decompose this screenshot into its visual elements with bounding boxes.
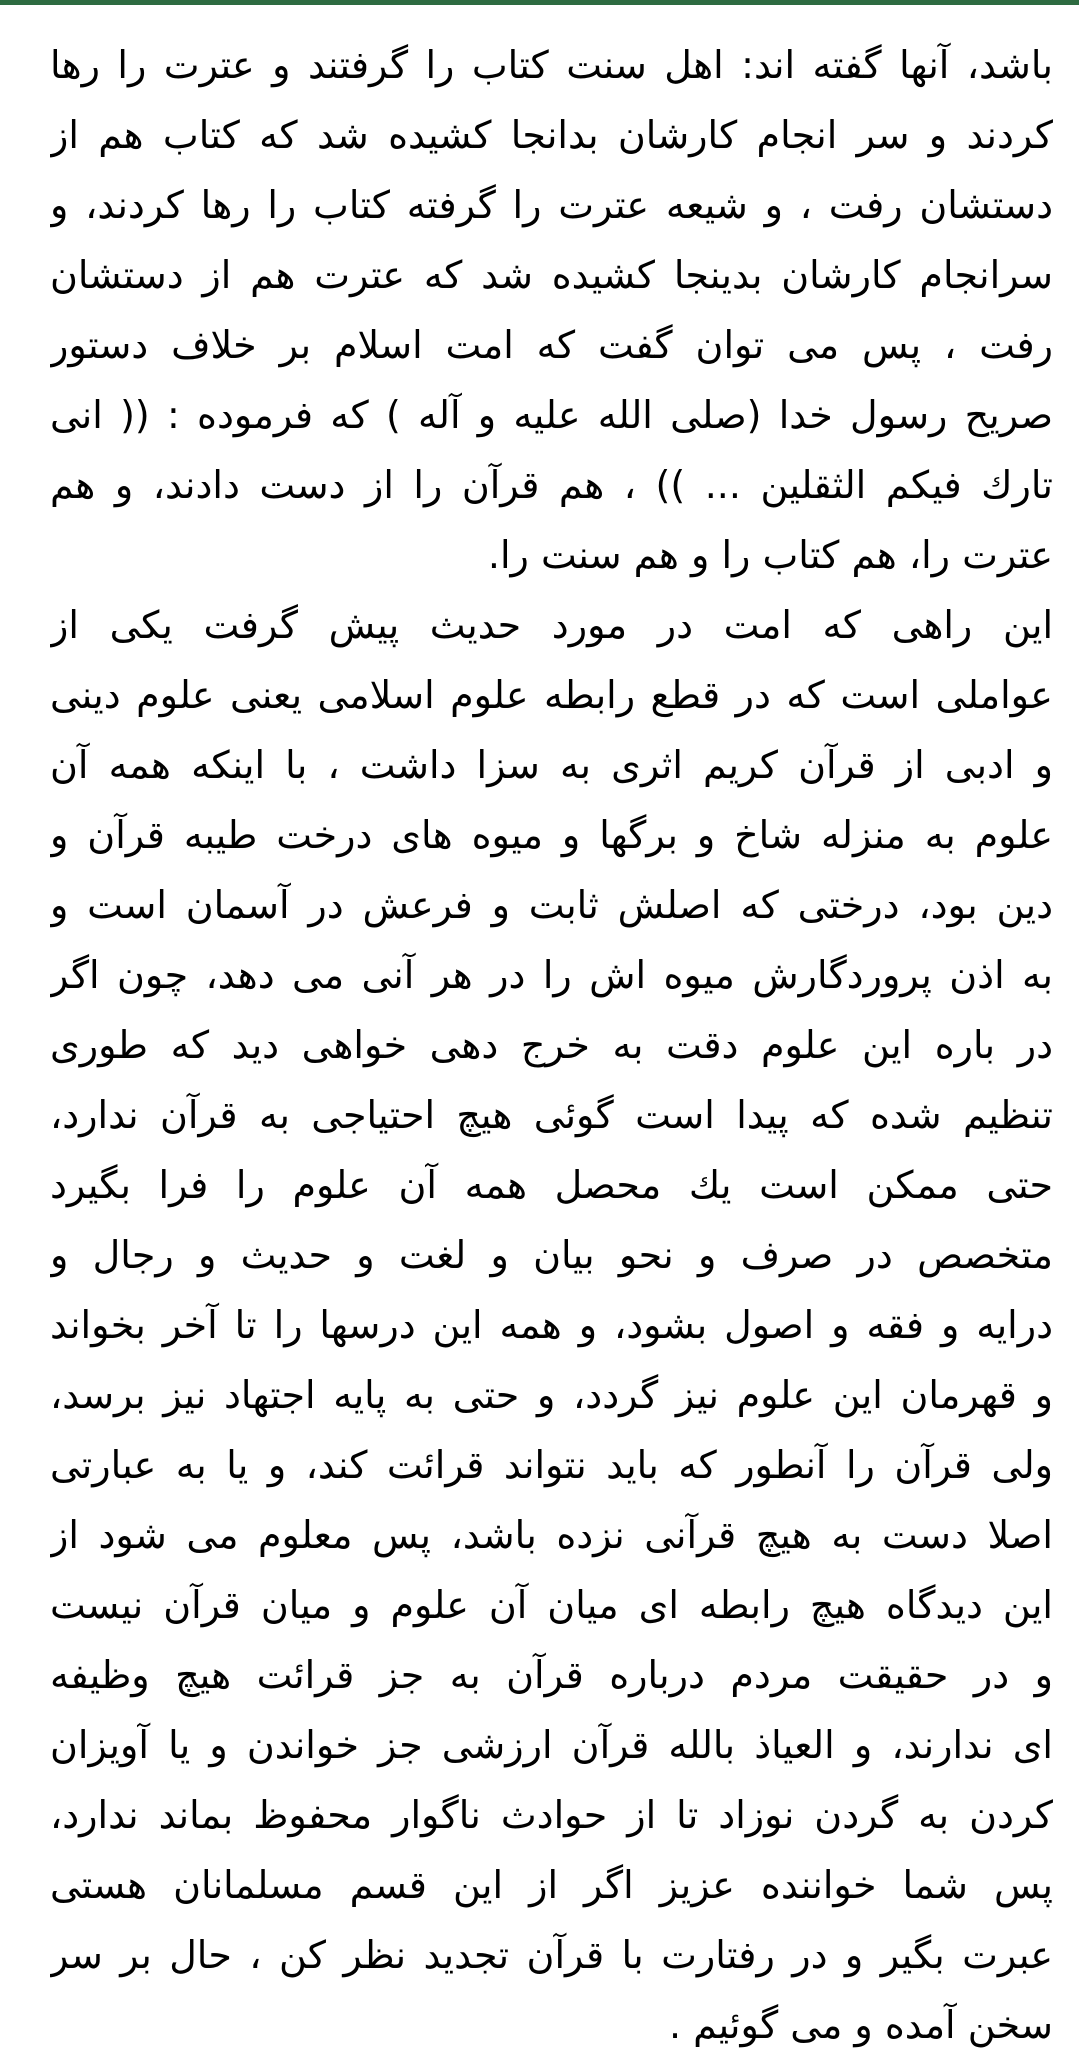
text-line: و قهرمان این علوم نیز گردد، و حتی به پایه اجتهاد نیز برسد، <box>50 1373 1053 1417</box>
paragraph-2 <box>50 590 1053 2060</box>
text-line: پس شما خواننده عزیز اگر از این قسم مسلمانان هستی <box>50 1863 1053 1907</box>
text-line: باشد، آنها گفته اند: اهل سنت کتاب را گرفتند و عترت را رها <box>50 43 1053 87</box>
paragraph-1 <box>50 30 1053 590</box>
text-line: تارك فیكم الثقلین ... )) ، هم قرآن را از دست دادند، و هم <box>50 463 1053 507</box>
text-line: درایه و فقه و اصول بشود، و همه این درسها را تا آخر بخواند <box>50 1303 1053 1347</box>
text-line: ولی قرآن را آنطور که باید نتواند قرائت کند، و یا به عبارتی <box>50 1443 1053 1487</box>
text-line: و در حقیقت مردم درباره قرآن به جز قرائت هیچ وظیفه <box>50 1653 1053 1697</box>
text-line: دستشان رفت ، و شیعه عترت را گرفته کتاب را رها کردند، و <box>50 183 1053 227</box>
text-line: به اذن پروردگارش میوه اش را در هر آنی می دهد، چون اگر <box>50 953 1053 997</box>
text-line: این راهی که امت در مورد حدیث پیش گرفت یکی از <box>50 603 1053 647</box>
text-line: عترت را، هم کتاب را و هم سنت را. <box>487 533 1053 577</box>
text-line: تنظیم شده که پیدا است گوئی هیچ احتیاجی به قرآن ندارد، <box>50 1093 1053 1137</box>
text-line: عبرت بگیر و در رفتارت با قرآن تجدید نظر کن ، حال بر سر <box>50 1933 1053 1977</box>
text-line: سرانجام کارشان بدینجا کشیده شد که عترت هم از دستشان <box>50 253 1053 297</box>
document-page <box>0 5 1079 2060</box>
text-line: دین بود، درختی که اصلش ثابت و فرعش در آسمان است و <box>50 883 1053 927</box>
text-line: سخن آمده و می گوئیم . <box>669 2003 1053 2047</box>
text-line: متخصص در صرف و نحو بیان و لغت و حدیث و رجال و <box>50 1233 1053 1277</box>
text-line: رفت ، پس می توان گفت که امت اسلام بر خلاف دستور <box>50 323 1053 367</box>
text-line: عواملی است که در قطع رابطه علوم اسلامی یعنی علوم دینی <box>50 673 1053 717</box>
text-line: صریح رسول خدا (صلی الله علیه و آله ) که فرموده : (( انی <box>50 393 1053 437</box>
text-line: اصلا دست به هیچ قرآنی نزده باشد، پس معلوم می شود از <box>50 1513 1053 1557</box>
text-line: و ادبی از قرآن کریم اثری به سزا داشت ، با اینکه همه آن <box>50 743 1053 787</box>
text-line: در باره این علوم دقت به خرج دهی خواهی دید که طوری <box>50 1023 1053 1067</box>
text-line: علوم به منزله شاخ و برگها و میوه های درخت طیبه قرآن و <box>50 813 1053 857</box>
text-line: حتی ممکن است یك محصل همه آن علوم را فرا بگیرد <box>50 1163 1053 1207</box>
text-line: کردن به گردن نوزاد تا از حوادث ناگوار محفوظ بماند ندارد، <box>50 1793 1053 1837</box>
text-line: کردند و سر انجام کارشان بدانجا کشیده شد که کتاب هم از <box>50 113 1053 157</box>
text-line: ای ندارند، و العیاذ بالله قرآن ارزشی جز خواندن و یا آویزان <box>50 1723 1053 1767</box>
text-line: این دیدگاه هیچ رابطه ای میان آن علوم و میان قرآن نیست <box>50 1583 1053 1627</box>
